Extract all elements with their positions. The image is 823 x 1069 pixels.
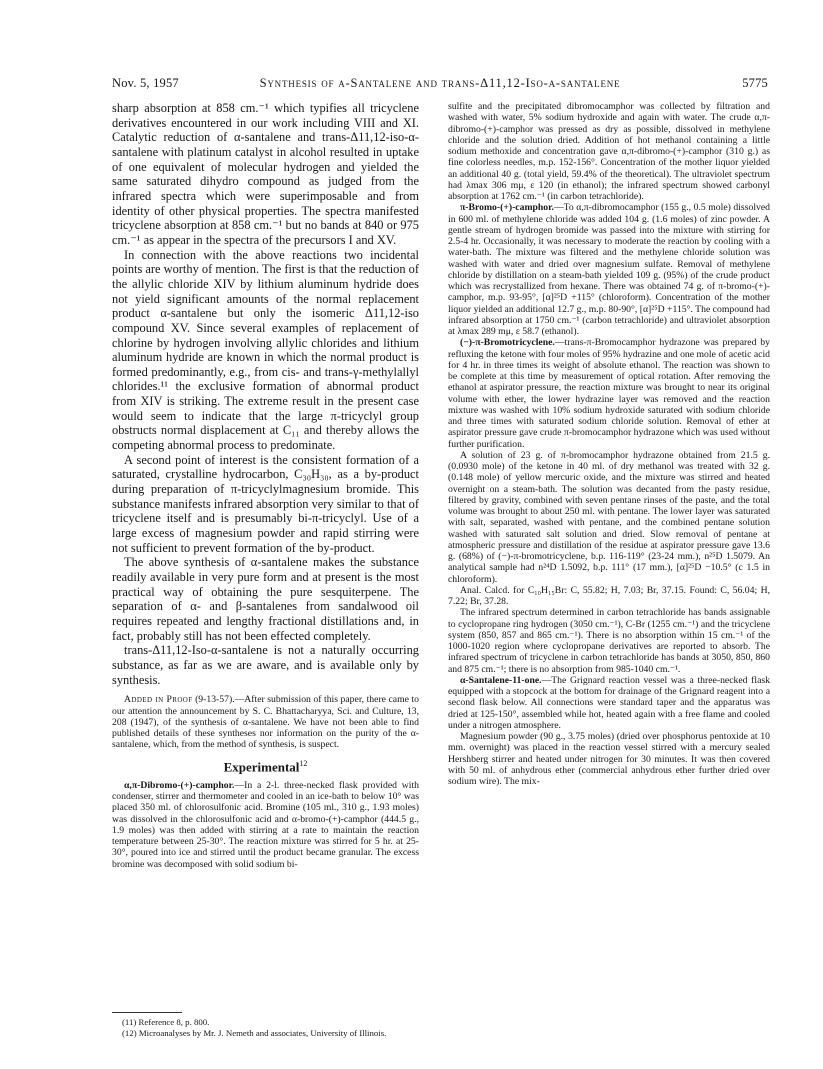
experimental-heading: Experimental [223,758,300,774]
footnote-rule [112,1012,182,1013]
section-heading [112,759,419,775]
procedure-text: —The Grignard reaction vessel was a three-necked flask equipped with a stopcock at the bottom for drainage of the Grignard reagent into a second flask below. All connections were standard taper and the apparatus was dried at 125-150°, assembled while hot, heated again with a free flame and cooled under a nitrogen atmosphere. [448,674,770,731]
added-in-proof-label: Added in Proof [124,694,193,706]
experimental-text-left [112,780,419,870]
footnotes [112,1012,419,1038]
added-in-proof-text: (9-13-57).—After submission of this paper, there came to our attention the announcement by S. C. Bhattacharyya, Sci. and Culture, 13, 208 (1947), of the synthesis of α-santalene. We have not been able to find published details of these syntheses nor information on the purity of the α-santalene, which, from the method of synthesis, is suspect. [112,694,420,751]
page-number: 5775 [742,76,768,90]
left-column [112,101,419,870]
paragraph: A second point of interest is the consistent formation of a saturated, crystalline hydrocarbon, C₃₀H₃₀, as a by-product during preparation of π-tricyclylmagnesium bromide. This substance manifests infrared absorption very similar to that of tricyclene itself and is presumably bi-π-tricyclyl. Use of a large excess of magnesium powder and rapid stirring were not sufficient to prevent formation of the by-product. [112,452,419,555]
footnote: (12) Microanalyses by Mr. J. Nemeth and associates, University of Illinois. [122,1027,387,1038]
paragraph: In connection with the above reactions two incidental points are worthy of mention. The first is that the reduction of the allylic chloride XIV by lithium aluminum hydride does not yield significant amounts of the normal replacement product α-santalene but only the isomeric Δ11,12-iso compound XV. Since several examples of replacement of chlorine by hydrogen involving allylic chlorides and lithium aluminum hydride are known in which the normal product is formed predominantly, e.g., from cis- and trans-γ-methylallyl chlorides.¹¹ the exclusive formation of abnormal product from XIV is striking. The extreme result in the present case would seem to indicate that the large π-tricyclyl group obstructs normal displacement at C₁₁ and thereby allows the competing abnormal process to predominate. [112,247,419,453]
discussion-text [112,101,419,687]
procedure-text: sulfite and the precipitated dibromocamphor was collected by filtration and washed with water, 5% sodium hydroxide and again with water. The crude α,π-dibromo-(+)-camphor was pressed as dry as possible, dissolved in methylene chloride and the solution dried. Addition of hot methanol containing a little sodium methoxide and concentration gave α,π-dibromo-(+)-camphor (310 g.) as fine colorless needles, m.p. 152-156°. Concentration of the mother liquor yielded an additional 40 g. (total yield, 59.4% of the theoretical). The ultraviolet spectrum had λmax 306 mμ, ε 120 (in ethanol); the infrared spectrum showed carbonyl absorption at 1762 cm.⁻¹ (in carbon tetrachloride). [448,101,770,202]
analysis-text: Anal. Calcd. for C₁₀H₁₅Br: C, 55.82; H, 7.03; Br, 37.15. Found: C, 56.04; H, 7.22; Br, 37.28. [448,584,770,607]
procedure-text: —In a 2-l. three-necked flask provided with condenser, stirrer and thermometer and cooled in an ice-bath to below 10° was placed 350 ml. of chlorosulfonic acid. Bromine (105 ml., 310 g., 1.93 moles) was dissolved in the chlorosulfonic acid and α-bromo-(+)-camphor (444.5 g., 1.9 moles) was then added with stirring at a rate to maintain the reaction temperature between 25-30°. The reaction mixture was stirred for 5 hr. at 25-30°, poured into ice and stirred until the product became granular. The excess bromine was decomposed with solid sodium bi- [112,779,419,870]
issue-date: Nov. 5, 1957 [112,76,179,90]
paragraph: sharp absorption at 858 cm.⁻¹ which typifies all tricyclene derivatives encountered in our work including VIII and XI. Catalytic reduction of α-santalene and trans-Δ11,12-iso-α-santalene with platinum catalyst in alcohol resulted in uptake of one equivalent of molecular hydrogen and yielded the same saturated dihydro compound as judged from the infrared spectra which were superimposable and from identity of other physical properties. The spectra manifested tricyclene absorption at 858 cm.⁻¹ but no bands at 840 or 975 cm.⁻¹ as appear in the spectra of the precursors I and XV. [112,101,419,247]
paragraph: The above synthesis of α-santalene makes the substance readily available in very pure form and at present is the most practical way of obtaining the pure sesquiterpene. The separation of α- and β-santalenes from sandalwood oil requires repeated and lengthy fractional distillations and, in fact, probably still has not been effected completely. [112,555,419,643]
running-header [112,76,768,96]
procedure-text: Magnesium powder (90 g., 3.75 moles) (dried over phosphorus pentoxide at 10 mm. overnight) was placed in the reaction vessel stirred with a mercury sealed Hershberg stirrer and heated under nitrogen for 30 minutes. It was then covered with 50 ml. of anhydrous ether (commercial anhydrous ether further dried over sodium wire). The mix- [448,731,770,787]
compound-name: α-Santalene-11-one. [460,674,542,686]
procedure-text: A solution of 23 g. of π-bromocamphor hydrazone obtained from 21.5 g. (0.0930 mole) of the ketone in 40 ml. of dry methanol was treated with 32 g. (0.148 mole) of yellow mercuric oxide, and the mixture was stirred and heated overnight on a steam-bath. The solution was decanted from the pasty residue, filtered by gravity, combined with seven pentane rinses of the paste, and the total volume was brought to about 250 ml. with pentane. The lower layer was saturated with salt, separated, washed with pentane, and the combined pentane solution washed with saturated salt solution and dried. Slow removal of pentane at atmospheric pressure and distillation of the residue at aspirator pressure gave 13.6 g. (68%) of (−)-π-bromotricyclene, b.p. 116-119° (23-24 mm.), n²⁵D 1.5079. An analytical sample had n²⁴D 1.5092, b.p. 111° (17 mm.), [α]²⁵D −10.5° (c 1.5 in chloroform). [448,449,770,585]
running-title: Synthesis of α-Santalene and trans-Δ11,12-Iso-α-santalene [259,76,621,90]
procedure-text: —trans-π-Bromocamphor hydrazone was prepared by refluxing the ketone with four moles of 95% hydrazine and one mole of acetic acid for 4 hr. in three times its weight of absolute ethanol. The reaction was shown to be complete at this time by measurement of optical rotation. After removing the ethanol at aspirator pressure, the reaction mixture was brought to near its original volume with ether, the lower hydrazine layer was removed and the reaction mixture was washed with 10% sodium hydroxide saturated with sodium chloride and three times with saturated sodium chloride solution. Removal of ether at aspirator pressure gave crude π-bromocamphor hydrazone which was used without further purification. [448,337,770,450]
procedure-text: The infrared spectrum determined in carbon tetrachloride has bands assignable to cyclopropane ring hydrogen (3050 cm.⁻¹), C-Br (1255 cm.⁻¹) and the tricyclene system (850, 857 and 865 cm.⁻¹). There is no absorption within 15 cm.⁻¹ of the 1000-1020 region where cyclopropane derivatives are reported to absorb. The infrared spectrum of tricyclene in carbon tetrachloride has bands at 3050, 850, 860 and 875 cm.⁻¹; there is no absorption from 985-1040 cm.⁻¹. [448,607,770,675]
compound-name: α,π-Dibromo-(+)-camphor. [124,779,235,791]
procedure-text: —To α,π-dibromocamphor (155 g., 0.5 mole) dissolved in 600 ml. of methylene chloride was added 104 g. (1.6 moles) of zinc powder. A gentle stream of hydrogen bromide was passed into the mixture with stirring for 2.5-4 hr. Occasionally, it was necessary to moderate the reaction by cooling with a water-bath. The mixture was filtered and the methylene chloride solution was washed with water and dried over magnesium sulfate. Removal of methylene chloride by distillation on a steam-bath yielded 109 g. (95%) of the crude product which was recrystallized from hexane. There was obtained 74 g. of π-bromo-(+)-camphor, m.p. 93-95°, [α]²⁵D +115° (chloroform). Concentration of the mother liquor yielded an additional 12.7 g., m.p. 80-90°, [α]²⁵D +115°. The compound had infrared absorption at 1750 cm.⁻¹ (carbon tetrachloride) and ultraviolet absorption at λmax 289 mμ, ε 58.7 (ethanol). [448,202,770,337]
footnote-ref: 12 [299,758,308,768]
right-column [448,101,770,787]
footnote: (11) Reference 8, p. 800. [122,1017,210,1027]
compound-name: (−)-π-Bromotricyclene. [460,337,555,349]
added-in-proof [112,694,419,750]
compound-name: π-Bromo-(+)-camphor. [460,202,554,214]
paragraph: trans-Δ11,12-Iso-α-santalene is not a naturally occurring substance, as far as we are aware, and is available only by synthesis. [112,643,419,687]
